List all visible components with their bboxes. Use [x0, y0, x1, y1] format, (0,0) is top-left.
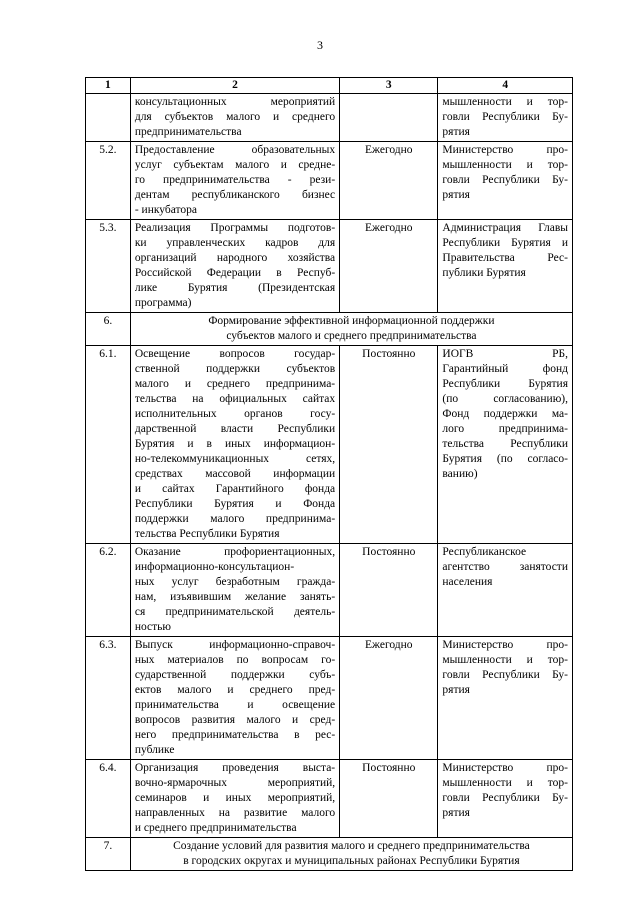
cell-line: ственной поддержки субъектов [134, 363, 336, 375]
cell-line: публики Бурятия [442, 267, 526, 279]
cell-line: Организация проведения выста- [134, 762, 336, 774]
cell-line: лике Бурятия (Президентская [134, 282, 336, 294]
measure-description-cell [130, 760, 339, 838]
period-cell: Постоянно [340, 544, 438, 637]
section-title-cell [130, 838, 572, 871]
header-cell-col3: 3 [340, 78, 438, 94]
item-number-cell: 6.3. [86, 637, 131, 760]
cell-line: сударственной поддержки субъ- [134, 669, 336, 681]
section-row [86, 313, 573, 346]
cell-line: Формирование эффективной информационной поддержки [208, 315, 495, 327]
cell-line: Республики Бурятия и Фонда [134, 498, 336, 510]
item-number-cell: 6. [86, 313, 131, 346]
period-cell [340, 94, 438, 142]
measure-description-cell [130, 94, 339, 142]
cell-line: Реализация Программы подготов- [134, 222, 336, 234]
cell-line: Правительства Рес- [442, 252, 568, 264]
cell-line: Создание условий для развития малого и среднего предпринимательства [173, 840, 530, 852]
cell-line: и среднего предпринимательства [134, 822, 297, 834]
cell-line: дарственной власти Республики [134, 423, 336, 435]
cell-line: Оказание профориентационных, [134, 546, 336, 558]
item-number-cell: 5.2. [86, 142, 131, 220]
cell-line: - инкубатора [134, 204, 198, 216]
header-cell-col2: 2 [130, 78, 339, 94]
measure-description-cell [130, 142, 339, 220]
cell-line: ных материалов по вопросам го- [134, 654, 336, 666]
cell-line: Министерство про- [442, 762, 568, 774]
cell-line: мышленности и тор- [442, 777, 568, 789]
cell-line: него предпринимательства в рес- [134, 729, 336, 741]
page-number: 3 [317, 38, 323, 52]
cell-line: поддержки малого предпринима- [134, 513, 336, 525]
cell-line: говли Республики Бу- [442, 174, 568, 186]
cell-line: направленных на развитие малого [134, 807, 336, 819]
cell-line: Республики Бурятия и [442, 237, 568, 249]
responsible-cell [438, 760, 573, 838]
cell-line: предпринимательства [134, 126, 242, 138]
section-title-cell [130, 313, 572, 346]
item-number-cell: 6.4. [86, 760, 131, 838]
measures-table [85, 77, 573, 871]
header-cell-col4: 4 [438, 78, 573, 94]
cell-line: ностью [134, 621, 172, 633]
responsible-cell [438, 142, 573, 220]
cell-line: Министерство про- [442, 144, 568, 156]
cell-line: рятия [442, 807, 470, 819]
cell-line: вопросов развития малого и сред- [134, 714, 336, 726]
cell-line: Республики Бурятия [442, 378, 568, 390]
cell-line: ванию) [442, 468, 478, 480]
responsible-cell [438, 637, 573, 760]
responsible-cell [438, 346, 573, 544]
cell-line: лого предпринима- [442, 423, 568, 435]
responsible-cell [438, 544, 573, 637]
cell-line: программа) [134, 297, 192, 309]
cell-line: Бурятия и в иных информацион- [134, 438, 336, 450]
cell-line: Фонд поддержки ма- [442, 408, 568, 420]
cell-line: Освещение вопросов государ- [134, 348, 336, 360]
cell-line: вочно-ярмарочных мероприятий, [134, 777, 336, 789]
cell-line: Бурятия (по согласо- [442, 453, 568, 465]
cell-line: рятия [442, 189, 470, 201]
item-number-cell: 6.1. [86, 346, 131, 544]
table-body [86, 78, 573, 871]
cell-line: субъектов малого и среднего предпринимательства [226, 330, 477, 342]
cell-line: тельства Республики [442, 438, 568, 450]
section-row [86, 838, 573, 871]
cell-line: услуг субъектам малого и средне- [134, 159, 336, 171]
table-row [86, 544, 573, 637]
measure-description-cell [130, 346, 339, 544]
cell-line: для субъектов малого и среднего [134, 111, 336, 123]
cell-line: говли Республики Бу- [442, 669, 568, 681]
period-cell: Ежегодно [340, 220, 438, 313]
cell-line: говли Республики Бу- [442, 792, 568, 804]
cell-line: ки управленческих кадров для [134, 237, 336, 249]
cell-line: рятия [442, 684, 470, 696]
period-cell: Постоянно [340, 760, 438, 838]
responsible-cell [438, 94, 573, 142]
cell-line: агентство занятости [442, 561, 568, 573]
cell-line: консультационных мероприятий [134, 96, 336, 108]
cell-line: (по согласованию), [442, 393, 568, 405]
cell-line: Республиканское [442, 546, 527, 558]
cell-line: организаций народного хозяйства [134, 252, 336, 264]
cell-line: мышленности и тор- [442, 96, 568, 108]
responsible-cell [438, 220, 573, 313]
table-header-row [86, 78, 573, 94]
table-row [86, 637, 573, 760]
cell-line: Администрация Главы [442, 222, 568, 234]
cell-line: ся предпринимательской деятель- [134, 606, 336, 618]
cell-line: Гарантийный фонд [442, 363, 568, 375]
cell-line: средствах массовой информации [134, 468, 336, 480]
cell-line: мышленности и тор- [442, 159, 568, 171]
cell-line: мышленности и тор- [442, 654, 568, 666]
cell-line: рятия [442, 126, 470, 138]
cell-line: информационно-консультацион- [134, 561, 295, 573]
cell-line: в городских округах и муниципальных районах Республики Бурятия [183, 855, 520, 867]
cell-line: нам, изъявившим желание занять- [134, 591, 336, 603]
period-cell: Ежегодно [340, 637, 438, 760]
cell-line: публике [134, 744, 175, 756]
cell-line: и сайтах Гарантийного фонда [134, 483, 336, 495]
table-row [86, 220, 573, 313]
period-cell: Ежегодно [340, 142, 438, 220]
cell-line: дентам республиканского бизнес [134, 189, 336, 201]
cell-line: говли Республики Бу- [442, 111, 568, 123]
cell-line: Российской Федерации в Респуб- [134, 267, 336, 279]
cell-line: го предпринимательства - рези- [134, 174, 336, 186]
cell-line: ектов малого и среднего пред- [134, 684, 336, 696]
table-row [86, 142, 573, 220]
cell-line: малого и среднего предпринима- [134, 378, 336, 390]
cell-line: тельства на официальных сайтах [134, 393, 336, 405]
item-number-cell [86, 94, 131, 142]
measure-description-cell [130, 544, 339, 637]
cell-line: Министерство про- [442, 639, 568, 651]
cell-line: Предоставление образовательных [134, 144, 336, 156]
cell-line: но-телекоммуникационных сетях, [134, 453, 336, 465]
cell-line: тельства Республики Бурятия [134, 528, 280, 540]
item-number-cell: 6.2. [86, 544, 131, 637]
table-row [86, 346, 573, 544]
cell-line: ИОГВ РБ, [442, 348, 568, 360]
item-number-cell: 7. [86, 838, 131, 871]
table-row [86, 760, 573, 838]
measure-description-cell [130, 637, 339, 760]
measure-description-cell [130, 220, 339, 313]
cell-line: населения [442, 576, 493, 588]
cell-line: исполнительных органов госу- [134, 408, 336, 420]
table-row [86, 94, 573, 142]
header-cell-col1: 1 [86, 78, 131, 94]
cell-line: принимательства и освещение [134, 699, 336, 711]
cell-line: ных услуг безработным гражда- [134, 576, 336, 588]
cell-line: семинаров и иных мероприятий, [134, 792, 336, 804]
period-cell: Постоянно [340, 346, 438, 544]
item-number-cell: 5.3. [86, 220, 131, 313]
cell-line: Выпуск информационно-справоч- [134, 639, 336, 651]
